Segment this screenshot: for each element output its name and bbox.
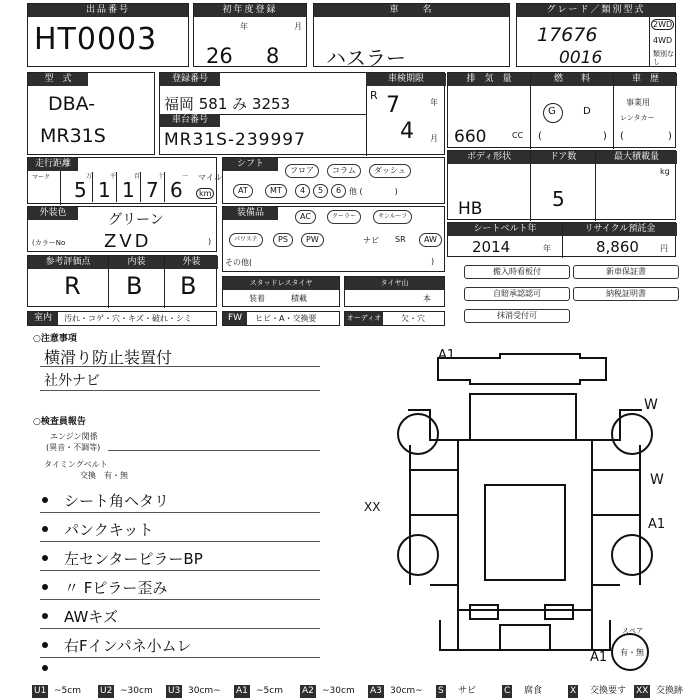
report-item: AWキズ	[64, 608, 118, 626]
mileage-digit: 5	[74, 178, 87, 202]
model-value-1: DBA-	[48, 93, 96, 115]
mark-a1-front: A1	[438, 348, 456, 363]
fw-box	[222, 311, 340, 326]
lot-number: HT0003	[34, 22, 158, 57]
transmission-mt: MT	[265, 184, 287, 198]
meter-mark-label: マーク	[32, 174, 51, 181]
legend-key: S	[438, 686, 444, 696]
doc-liability: 自賠承認認可	[464, 287, 570, 301]
color-label: 外装色	[28, 207, 78, 220]
displacement-label: 排 気 量	[448, 73, 530, 86]
legend-value: ~5cm	[54, 686, 81, 696]
first-registration-box	[193, 3, 307, 67]
equipment-label: 装備品	[223, 207, 278, 220]
interior-condition-box	[27, 311, 217, 326]
tire-label: タイヤ山	[345, 277, 444, 290]
model-box	[27, 72, 155, 155]
equip-ps: PS	[273, 233, 293, 247]
fuel-label: 燃 料	[531, 73, 613, 86]
report-bullet	[42, 555, 48, 561]
gear-other: 他 ( )	[349, 187, 398, 196]
report-item: シート角ヘタリ	[64, 492, 170, 510]
mileage-digit: 6	[170, 178, 183, 202]
door-count: 5	[552, 187, 565, 211]
history-paren-open: (	[620, 131, 624, 142]
mileage-digit: 1	[98, 178, 111, 202]
equip-navi: ナビ	[363, 236, 379, 245]
color-code-close: )	[208, 237, 212, 246]
gear-5: 5	[313, 184, 328, 198]
report-item: パンクキット	[64, 521, 154, 539]
equip-sr: SR	[395, 235, 406, 244]
rental-use: レンタカー	[620, 114, 655, 122]
seatbelt-year: 2014	[472, 238, 511, 256]
audio-label: オーディオ	[345, 312, 383, 325]
car-name-box	[313, 3, 510, 70]
wheel-rear-right	[612, 535, 652, 575]
seatbelt-year-unit: 年	[543, 244, 551, 253]
audio-box	[344, 311, 445, 326]
studless-box	[222, 276, 340, 307]
shift-dash: ダッシュ	[369, 164, 411, 178]
shift-box	[222, 157, 445, 204]
left-door-line	[410, 470, 458, 515]
grade-value-1: 17676	[537, 24, 598, 46]
registration-box	[159, 72, 445, 155]
drive-none: 類別なし	[653, 50, 674, 66]
doc-signboard: 搬入時看板付	[464, 265, 570, 279]
legend-value: 腐食	[524, 686, 543, 696]
gear-6: 6	[331, 184, 346, 198]
tire-box	[344, 276, 445, 307]
stud-loaded: 積載	[291, 294, 307, 303]
exterior-score: B	[180, 272, 197, 300]
rear-section	[458, 610, 592, 650]
inspection-month: 4	[400, 119, 414, 144]
interior-condition-label: 室内	[28, 312, 58, 325]
legend-value: ~30cm	[120, 686, 153, 696]
report-bullet	[42, 665, 48, 671]
color-name: グリーン	[108, 212, 164, 228]
report-title: ○検査員報告	[33, 417, 86, 427]
doc-tax: 納税証明書	[573, 287, 679, 301]
month-unit: 月	[294, 22, 302, 31]
grade-box	[516, 3, 676, 67]
legend-value: 30cm~	[390, 686, 423, 696]
transmission-at: AT	[233, 184, 253, 198]
equip-other: その他(	[225, 258, 253, 267]
chassis-number: MR31S-239997	[164, 130, 306, 150]
doc-deregister: 抹消受付可	[464, 309, 570, 323]
stud-mounted: 装着	[249, 294, 265, 303]
timing-options: 交換 有・無	[80, 471, 128, 480]
legend-key: A1	[236, 686, 248, 696]
left-body-outline	[408, 410, 458, 585]
color-box	[27, 206, 217, 252]
car-name-label: 車 名	[314, 4, 509, 17]
report-bullet	[42, 584, 48, 590]
report-item: 〃 Fピラー歪み	[64, 579, 168, 597]
rear-lamp-left	[470, 605, 498, 619]
recycle-label: リサイクル預託金	[563, 223, 677, 236]
score-box	[27, 255, 217, 307]
drive-4wd: 4WD	[653, 36, 673, 45]
timing-label: タイミングベルト	[44, 460, 108, 469]
score-value: R	[64, 272, 81, 300]
fw-condition: ヒビ・A・交換要	[255, 314, 317, 323]
right-body-outline	[592, 410, 642, 585]
registration-label: 登録番号	[160, 73, 220, 86]
chassis-label: 車台番号	[160, 114, 220, 127]
registration-number: 福岡 581 み 3253	[164, 95, 291, 113]
mileage-box	[27, 157, 222, 204]
report-item: 右Fインパネ小ムレ	[64, 637, 192, 655]
roof-panel	[485, 485, 565, 580]
damage-legend	[0, 683, 700, 700]
car-name: ハスラー	[326, 46, 406, 70]
inspection-r: R	[370, 89, 378, 102]
legend-key: XX	[636, 686, 649, 696]
fuel-paren-close: )	[603, 131, 607, 142]
kg-unit: kg	[660, 167, 670, 176]
drive-2wd: 2WD	[653, 20, 673, 29]
lot-number-box	[27, 3, 189, 67]
mark-xx-left: XX	[364, 500, 381, 514]
mileage-unit-label: 百	[134, 173, 141, 180]
model-label: 型 式	[28, 73, 88, 86]
engine-label: エンジン関係	[50, 432, 98, 441]
doors-label: ドア数	[531, 151, 595, 164]
interior-condition: 汚れ・コゲ・穴・キズ・破れ・シミ	[64, 314, 192, 323]
mileage-digit: 1	[122, 178, 135, 202]
report-bullet	[42, 526, 48, 532]
legend-key: U1	[34, 686, 47, 696]
legend-value: 30cm~	[188, 686, 221, 696]
fuel-d: D	[583, 106, 591, 117]
history-label: 車 歴	[614, 73, 677, 86]
wheel-front-left	[398, 414, 438, 454]
hood-panel	[470, 394, 576, 440]
first-registration-label: 初年度登録	[194, 4, 306, 17]
seatbelt-box	[447, 222, 676, 257]
equip-powersteer: パワステ	[229, 233, 263, 247]
displacement-value: 660	[454, 127, 487, 147]
notes-title: ○注意事項	[33, 334, 77, 344]
lot-number-label: 出品番号	[28, 4, 188, 17]
tire-unit: 本	[423, 294, 431, 303]
gear-4: 4	[295, 184, 310, 198]
right-door-line	[592, 470, 640, 515]
model-value-2: MR31S	[40, 125, 106, 147]
equip-pw: PW	[301, 233, 324, 247]
yen-unit: 円	[660, 244, 668, 253]
displacement-box	[447, 72, 676, 148]
grade-value-2: 0016	[559, 48, 603, 68]
first-registration-month: 8	[266, 44, 280, 68]
body-type: HB	[458, 199, 483, 219]
legend-key: A2	[302, 686, 314, 696]
front-bumper-outline	[438, 354, 606, 384]
legend-value: ~30cm	[322, 686, 355, 696]
audio-condition: 欠・穴	[401, 314, 425, 323]
fw-label: FW	[223, 312, 247, 325]
fuel-g: G	[548, 106, 556, 117]
legend-key: U2	[100, 686, 113, 696]
spare-label: スペア	[622, 627, 643, 635]
inspection-label: 車検期限	[366, 73, 446, 86]
body-box	[447, 150, 676, 220]
grade-label: グレード／類別型式	[517, 4, 675, 17]
fuel-paren-open: (	[538, 131, 542, 142]
score-label: 参考評価点	[28, 256, 108, 269]
note-line-1: 横滑り防止装置付	[44, 348, 173, 367]
wheel-rear-left	[398, 535, 438, 575]
body-label: ボディ形状	[448, 151, 530, 164]
wheel-front-right	[612, 414, 652, 454]
legend-value: 交換跡	[656, 686, 684, 696]
mileage-unit-label: 千	[110, 173, 117, 180]
shift-floor: フロア	[285, 164, 319, 178]
recycle-fee: 8,860	[596, 238, 639, 256]
legend-value: 交換要す	[590, 686, 627, 696]
mileage-unit-label: 十	[158, 173, 165, 180]
equip-aw: AW	[419, 233, 442, 247]
shift-column: コラム	[327, 164, 361, 178]
inspection-year-unit: 年	[430, 98, 438, 107]
equip-ac: AC	[295, 210, 316, 224]
report-bullet	[42, 642, 48, 648]
mileage-unit-label: 万	[86, 173, 93, 180]
legend-value: サビ	[458, 686, 477, 696]
equip-cooler: クーラー	[327, 210, 361, 224]
spare-options: 有・無	[620, 648, 644, 657]
mileage-digit: 7	[146, 178, 159, 202]
km-unit: km	[196, 188, 214, 199]
mile-unit: マイル	[198, 173, 222, 182]
equip-sunroof: サンルーフ	[373, 210, 412, 224]
color-code-label: (カラーNo	[32, 239, 66, 247]
exterior-label: 外装	[165, 256, 218, 269]
mark-a1-right: A1	[648, 517, 666, 532]
mark-w-right: W	[650, 472, 664, 488]
inspection-year: 7	[386, 93, 400, 118]
year-unit: 年	[240, 22, 248, 31]
cc-unit: CC	[512, 131, 524, 140]
history-paren-close: )	[668, 131, 672, 142]
legend-key: X	[570, 686, 577, 696]
doc-warranty: 新車保証書	[573, 265, 679, 279]
inspection-month-unit: 月	[430, 134, 438, 143]
legend-key: U3	[168, 686, 181, 696]
mileage-label: 走行距離	[28, 158, 78, 171]
first-registration-year: 26	[206, 44, 233, 68]
business-use: 事業用	[626, 98, 650, 107]
mileage-unit-label: 一	[182, 173, 189, 180]
equipment-box	[222, 206, 445, 272]
report-bullet	[42, 613, 48, 619]
interior-score: B	[126, 272, 143, 300]
color-code: ZVD	[104, 231, 152, 252]
legend-key: A3	[370, 686, 382, 696]
legend-value: ~5cm	[256, 686, 283, 696]
mark-w-front: W	[644, 397, 658, 413]
equip-other-close: )	[431, 257, 435, 266]
engine-sub: (異音・不調等)	[46, 443, 101, 452]
report-item: 左センターピラーBP	[64, 550, 203, 568]
rear-lamp-right	[545, 605, 573, 619]
seatbelt-label: シートベルト年	[448, 223, 562, 236]
capacity-label: 最大積載量	[596, 151, 677, 164]
studless-label: スタッドレスタイヤ	[223, 277, 339, 290]
note-line-2: 社外ナビ	[44, 373, 100, 389]
legend-key: C	[504, 686, 511, 696]
interior-label: 内装	[109, 256, 164, 269]
mark-a1-rear: A1	[590, 650, 608, 665]
shift-label: シフト	[223, 158, 278, 171]
report-bullet	[42, 497, 48, 503]
roof-frame	[458, 440, 592, 610]
